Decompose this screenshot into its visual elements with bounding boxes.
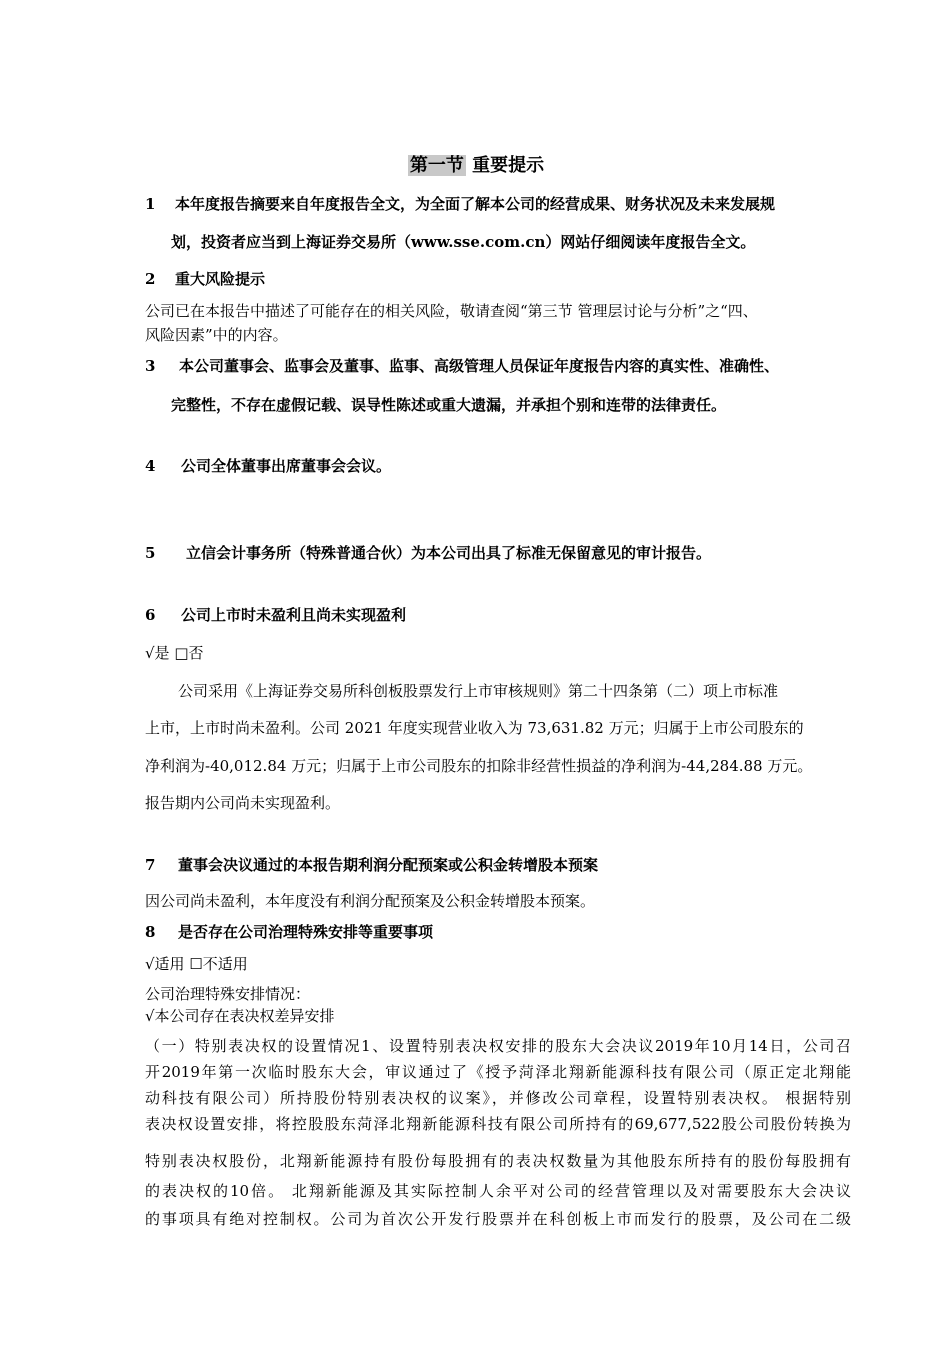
item-8-sub-option: √本公司存在表决权差异安排 — [145, 1007, 335, 1025]
item-8-options: √适用 ☐不适用 — [145, 955, 248, 973]
item-6-paragraph-line-3: 净利润为-40,012.84 万元；归属于上市公司股东的扣除非经营性损益的净利润为-44,284.88 万元。 — [145, 757, 813, 775]
section-title — [0, 153, 952, 179]
item-2-text-line-2: 风险因素”中的内容。 — [145, 326, 288, 344]
item-3-line-1: 3 本公司董事会、监事会及董事、监事、高级管理人员保证年度报告内容的真实性、准确性、 — [145, 357, 780, 375]
item-8-paragraph-line-2: 开2019年第一次临时股东大会，审议通过了《授予菏泽北翔新能源科技有限公司（原正定北翔能 — [145, 1063, 851, 1081]
item-1-line-1: 1 本年度报告摘要来自年度报告全文，为全面了解本公司的经营成果、财务状况及未来发展规 — [145, 195, 776, 213]
item-6-paragraph-line-4: 报告期内公司尚未实现盈利。 — [145, 794, 341, 812]
item-2-heading: 2 重大风险提示 — [145, 270, 266, 288]
item-8-paragraph-line-7: 的事项具有绝对控制权。公司为首次公开发行股票并在科创板上市而发行的股票，及公司在二级 — [145, 1210, 851, 1228]
item-7-heading: 7 董事会决议通过的本报告期利润分配预案或公积金转增股本预案 — [145, 856, 599, 874]
item-1-line-2: 划，投资者应当到上海证券交易所（www.sse.com.cn）网站仔细阅读年度报告全文。 — [171, 233, 756, 251]
item-2-text-line-1: 公司已在本报告中描述了可能存在的相关风险，敬请查阅“第三节 管理层讨论与分析”之“四、 — [145, 302, 758, 320]
item-8-paragraph-line-6: 的表决权的10倍。 北翔新能源及其实际控制人余平对公司的经营管理以及对需要股东大会决议 — [145, 1182, 851, 1200]
item-7-text: 因公司尚未盈利，本年度没有利润分配预案及公积金转增股本预案。 — [145, 892, 596, 910]
item-5: 5 立信会计事务所（特殊普通合伙）为本公司出具了标准无保留意见的审计报告。 — [145, 544, 712, 562]
item-3-line-2: 完整性，不存在虚假记载、误导性陈述或重大遗漏，并承担个别和连带的法律责任。 — [171, 396, 727, 414]
section-number: 第一节 — [409, 155, 464, 176]
item-8-paragraph-line-4: 表决权设置安排，将控股股东菏泽北翔新能源科技有限公司所持有的69,677,522股公司股份转换为 — [145, 1115, 851, 1133]
section-heading: 重要提示 — [472, 155, 545, 176]
item-6-heading: 6 公司上市时未盈利且尚未实现盈利 — [145, 606, 407, 624]
item-8-paragraph-line-1: （一）特别表决权的设置情况1、设置特别表决权安排的股东大会决议2019年10月14日，公司召 — [145, 1037, 851, 1055]
item-6-paragraph-line-1: 公司采用《上海证券交易所科创板股票发行上市审核规则》第二十四条第（二）项上市标准 — [178, 682, 779, 700]
item-8-heading: 8 是否存在公司治理特殊安排等重要事项 — [145, 923, 434, 941]
item-6-options: √是 □否 — [145, 644, 204, 662]
item-8-paragraph-line-5: 特别表决权股份，北翔新能源持有股份每股拥有的表决权数量为其他股东所持有的股份每股拥有 — [145, 1152, 851, 1170]
item-8-sub-heading: 公司治理特殊安排情况： — [145, 985, 311, 1003]
item-8-paragraph-line-3: 动科技有限公司）所持股份特别表决权的议案》，并修改公司章程，设置特别表决权。 根据特别 — [145, 1089, 851, 1107]
item-4: 4 公司全体董事出席董事会会议。 — [145, 457, 392, 475]
item-6-paragraph-line-2: 上市，上市时尚未盈利。公司 2021 年度实现营业收入为 73,631.82 万元；归属于上市公司股东的 — [145, 719, 804, 737]
